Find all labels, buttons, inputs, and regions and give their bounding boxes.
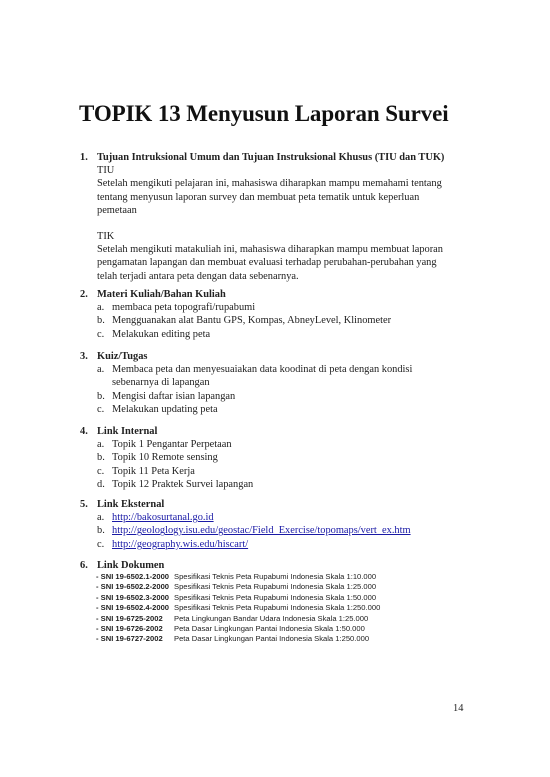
list-item (80, 478, 480, 491)
list-item (80, 301, 480, 314)
item-text: Topik 12 Praktek Survei lapangan (112, 478, 254, 490)
item-letter: d. (97, 478, 105, 490)
item-letter: c. (97, 465, 105, 477)
list-item (80, 511, 480, 524)
document-desc: Peta Dasar Lingkungan Pantai Indonesia Skala 1:50.000 (174, 624, 365, 634)
section-heading (80, 559, 480, 572)
item-letter: a. (97, 302, 105, 314)
section-number: 5. (80, 499, 88, 510)
document-row (96, 593, 380, 603)
section-document-links (80, 559, 480, 572)
item-text: Mengguanakan alat Bantu GPS, Kompas, AbneyLevel, Klinometer (112, 315, 392, 327)
item-letter: c. (97, 403, 105, 415)
list-item (80, 538, 480, 551)
section-materials (80, 288, 480, 341)
page-title: TOPIK 13 Menyusun Laporan Survei (79, 101, 449, 126)
document-code: - SNI 19-6727-2002 (96, 634, 163, 644)
document-code: - SNI 19-6502.1-2000 (96, 572, 170, 581)
list-item (80, 328, 480, 341)
item-letter: b. (97, 390, 105, 402)
section-heading (80, 288, 480, 301)
section-heading (80, 350, 480, 363)
item-text: Topik 1 Pengantar Perpetaan (112, 439, 232, 451)
document-row (96, 614, 380, 624)
item-letter: c. (97, 328, 105, 340)
section-title: Link Internal (97, 426, 158, 437)
document-desc: Spesifikasi Teknis Peta Rupabumi Indonesia Skala 1:250.000 (174, 603, 381, 613)
list-item (80, 363, 480, 376)
tiu-line: Setelah mengikuti pelajaran ini, mahasiswa diharapkan mampu memahami tentang (97, 178, 442, 190)
list-item (80, 451, 480, 464)
document-code: - SNI 19-6726-2002 (96, 624, 163, 634)
list-item (80, 524, 480, 537)
document-code: - SNI 19-6502.3-2000 (96, 592, 170, 602)
document-desc: Peta Lingkungan Bandar Udara Indonesia Skala 1:25.000 (174, 613, 369, 623)
document-code: - SNI 19-6502.4-2000 (96, 603, 170, 613)
section-title: Kuiz/Tugas (97, 351, 148, 362)
document-code: - SNI 19-6502.2-2000 (96, 582, 170, 592)
item-text: Melakukan updating peta (112, 403, 218, 415)
tiu-label: TIU (97, 165, 115, 177)
document-row (96, 603, 380, 613)
document-list (96, 572, 380, 645)
item-letter: b. (97, 315, 105, 327)
item-letter: a. (97, 439, 105, 451)
item-text: sebenarnya di lapangan (112, 377, 210, 389)
item-letter: a. (97, 512, 105, 524)
tik-line: Setelah mengikuti matakuliah ini, mahasiswa diharapkan mampu membuat laporan (97, 244, 443, 256)
item-letter: b. (97, 525, 105, 537)
tiu-line: pemetaan (97, 204, 137, 216)
document-code: - SNI 19-6725-2002 (96, 613, 163, 623)
document-desc: Peta Dasar Lingkungan Pantai Indonesia Skala 1:250.000 (174, 634, 370, 644)
item-text: Membaca peta dan menyesuaiakan data koodinat di peta dengan kondisi (112, 364, 413, 376)
document-row (96, 582, 380, 592)
item-letter: a. (97, 364, 105, 376)
item-text: Melakukan editing peta (112, 328, 211, 340)
tiu-line: tentang menyusun laporan survey dan membuat peta tematik untuk keperluan (97, 191, 420, 203)
section-number: 1. (80, 152, 88, 163)
section-title: Tujuan Intruksional Umum dan Tujuan Instruksional Khusus (TIU dan TUK) (97, 152, 445, 163)
section-quiz (80, 350, 480, 416)
document-row (96, 624, 380, 634)
page-number: 14 (453, 703, 464, 714)
section-number: 2. (80, 289, 88, 300)
list-item-continuation (80, 376, 480, 389)
section-heading (80, 498, 480, 511)
list-item (80, 465, 480, 478)
item-text: Mengisi daftar isian lapangan (112, 390, 236, 402)
document-desc: Spesifikasi Teknis Peta Rupabumi Indonesia Skala 1:10.000 (174, 572, 377, 581)
item-letter: b. (97, 452, 105, 464)
list-item (80, 438, 480, 451)
section-number: 4. (80, 426, 88, 437)
tik-line: telah terjadi antara peta dengan data sebenarnya. (97, 270, 299, 282)
section-title: Link Dokumen (97, 560, 165, 571)
tik-line: pengamatan lapangan dan membuat evaluasi terhadap perubahan-perubahan yang (97, 257, 437, 269)
section-number: 3. (80, 351, 88, 362)
tik-label: TIK (97, 231, 115, 243)
section-objectives (80, 151, 480, 283)
section-internal-links (80, 425, 480, 491)
document-desc: Spesifikasi Teknis Peta Rupabumi Indonesia Skala 1:50.000 (174, 592, 377, 602)
document-desc: Spesifikasi Teknis Peta Rupabumi Indonesia Skala 1:25.000 (174, 582, 377, 592)
external-link[interactable]: http://geography.wis.edu/hiscart/ (112, 538, 249, 550)
section-number: 6. (80, 560, 88, 571)
item-text: Topik 11 Peta Kerja (112, 465, 195, 477)
section-title: Link Eksternal (97, 499, 165, 510)
document-row (96, 634, 380, 644)
item-letter: c. (97, 538, 105, 550)
section-heading (80, 151, 480, 164)
external-link[interactable]: http://geologlogy.isu.edu/geostac/Field_Exercise/topomaps/vert_ex.htm (112, 525, 411, 537)
document-row (96, 572, 380, 582)
item-text: membaca peta topografi/rupabumi (112, 302, 256, 314)
list-item (80, 314, 480, 327)
section-heading (80, 425, 480, 438)
external-link[interactable]: http://bakosurtanal.go.id (112, 512, 214, 524)
list-item (80, 403, 480, 416)
section-title: Materi Kuliah/Bahan Kuliah (97, 289, 226, 300)
item-text: Topik 10 Remote sensing (112, 452, 218, 464)
section-external-links (80, 498, 480, 551)
list-item (80, 390, 480, 403)
